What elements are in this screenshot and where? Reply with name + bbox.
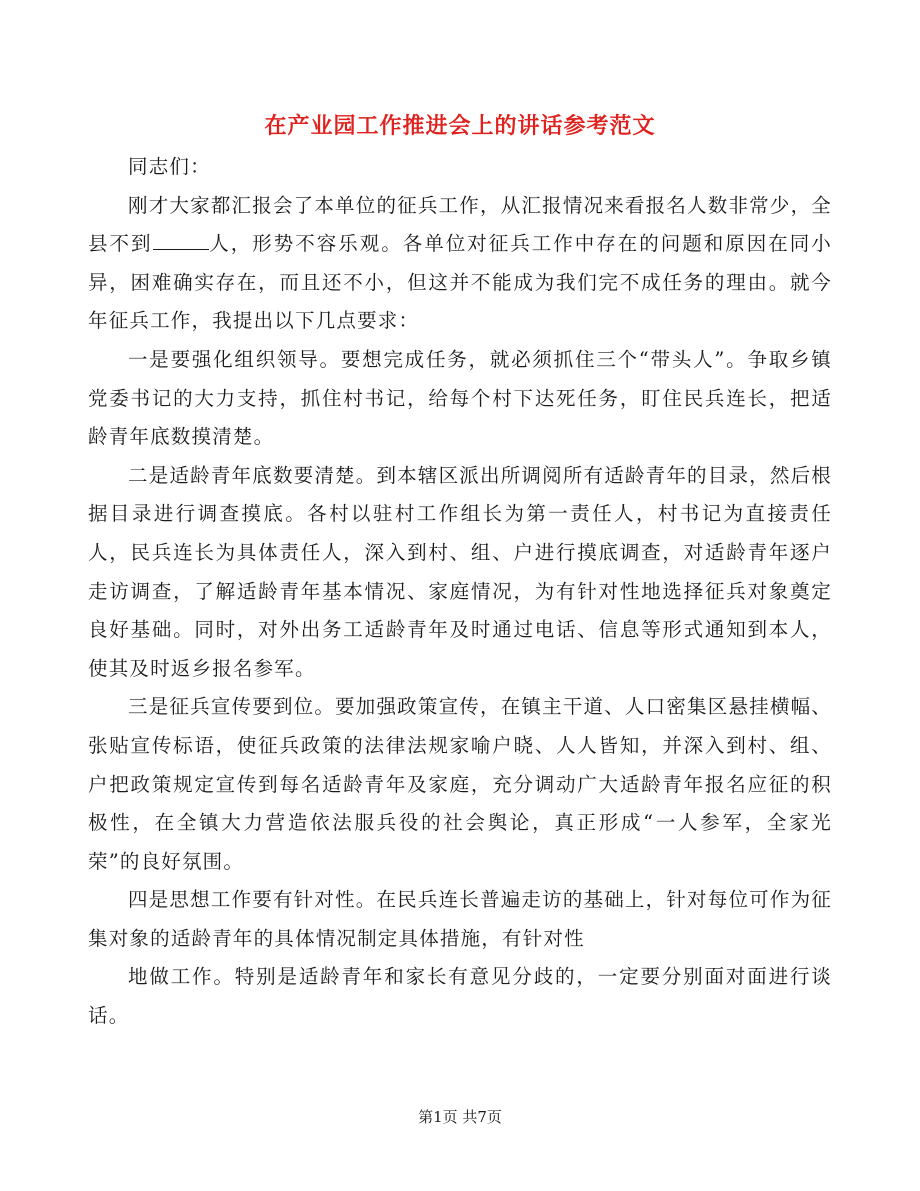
fill-in-blank [153, 229, 209, 250]
page-number: 第1页 共7页 [418, 1108, 502, 1126]
document-title: 在产业园工作推进会上的讲话参考范文 [264, 113, 656, 139]
salutation: 同志们： [128, 155, 211, 178]
paragraph-1-part-b: 人，形势不容乐观。各单位对征兵工作中存在的问题和原因在同小异，困难确实存在，而且还不小，但这并不能成为我们完不成任务的理由。就今年征兵工作，我提出以下几点要求： [88, 232, 832, 333]
paragraph-2: 一是要强化组织领导。要想完成任务，就必须抓住三个“带头人”。争取乡镇党委书记的大力支持，抓住村书记，给每个村下达死任务，盯住民兵连长，把适龄青年底数摸清楚。 [88, 347, 832, 449]
paragraph-3: 二是适龄青年底数要清楚。到本辖区派出所调阅所有适龄青年的目录，然后根据目录进行调查摸底。各村以驻村工作组长为第一责任人，村书记为直接责任人，民兵连长为具体责任人，深入到村、组、户进行摸底调查，对适龄青年逐户走访调查，了解适龄青年基本情况、家庭情况，为有针对性地选择征兵对象奠定良好基础。同时，对外出务工适龄青年及时通过电话、信息等形式通知到本人，使其及时返乡报名参军。 [88, 463, 832, 680]
paragraph-1-part-a: 刚才大家都汇报会了本单位的征兵工作，从汇报情况来看报名人数非常少，全县不到 [88, 193, 832, 256]
document-body [88, 148, 832, 1036]
paragraph-4: 三是征兵宣传要到位。要加强政策宣传，在镇主干道、人口密集区悬挂横幅、张贴宣传标语，使征兵政策的法律法规家喻户晓、人人皆知，并深入到村、组、户把政策规定宣传到每名适龄青年及家庭，充分调动广大适龄青年报名应征的积极性，在全镇大力营造依法服兵役的社会舆论，真正形成“一人参军，全家光荣”的良好氛围。 [88, 695, 832, 873]
paragraph-1 [88, 187, 832, 341]
paragraph-5: 四是思想工作要有针对性。在民兵连长普遍走访的基础上，针对每位可作为征集对象的适龄青年的具体情况制定具体措施，有针对性 [88, 888, 832, 950]
paragraph-6: 地做工作。特别是适龄青年和家长有意见分歧的，一定要分别面对面进行谈话。 [88, 965, 832, 1028]
